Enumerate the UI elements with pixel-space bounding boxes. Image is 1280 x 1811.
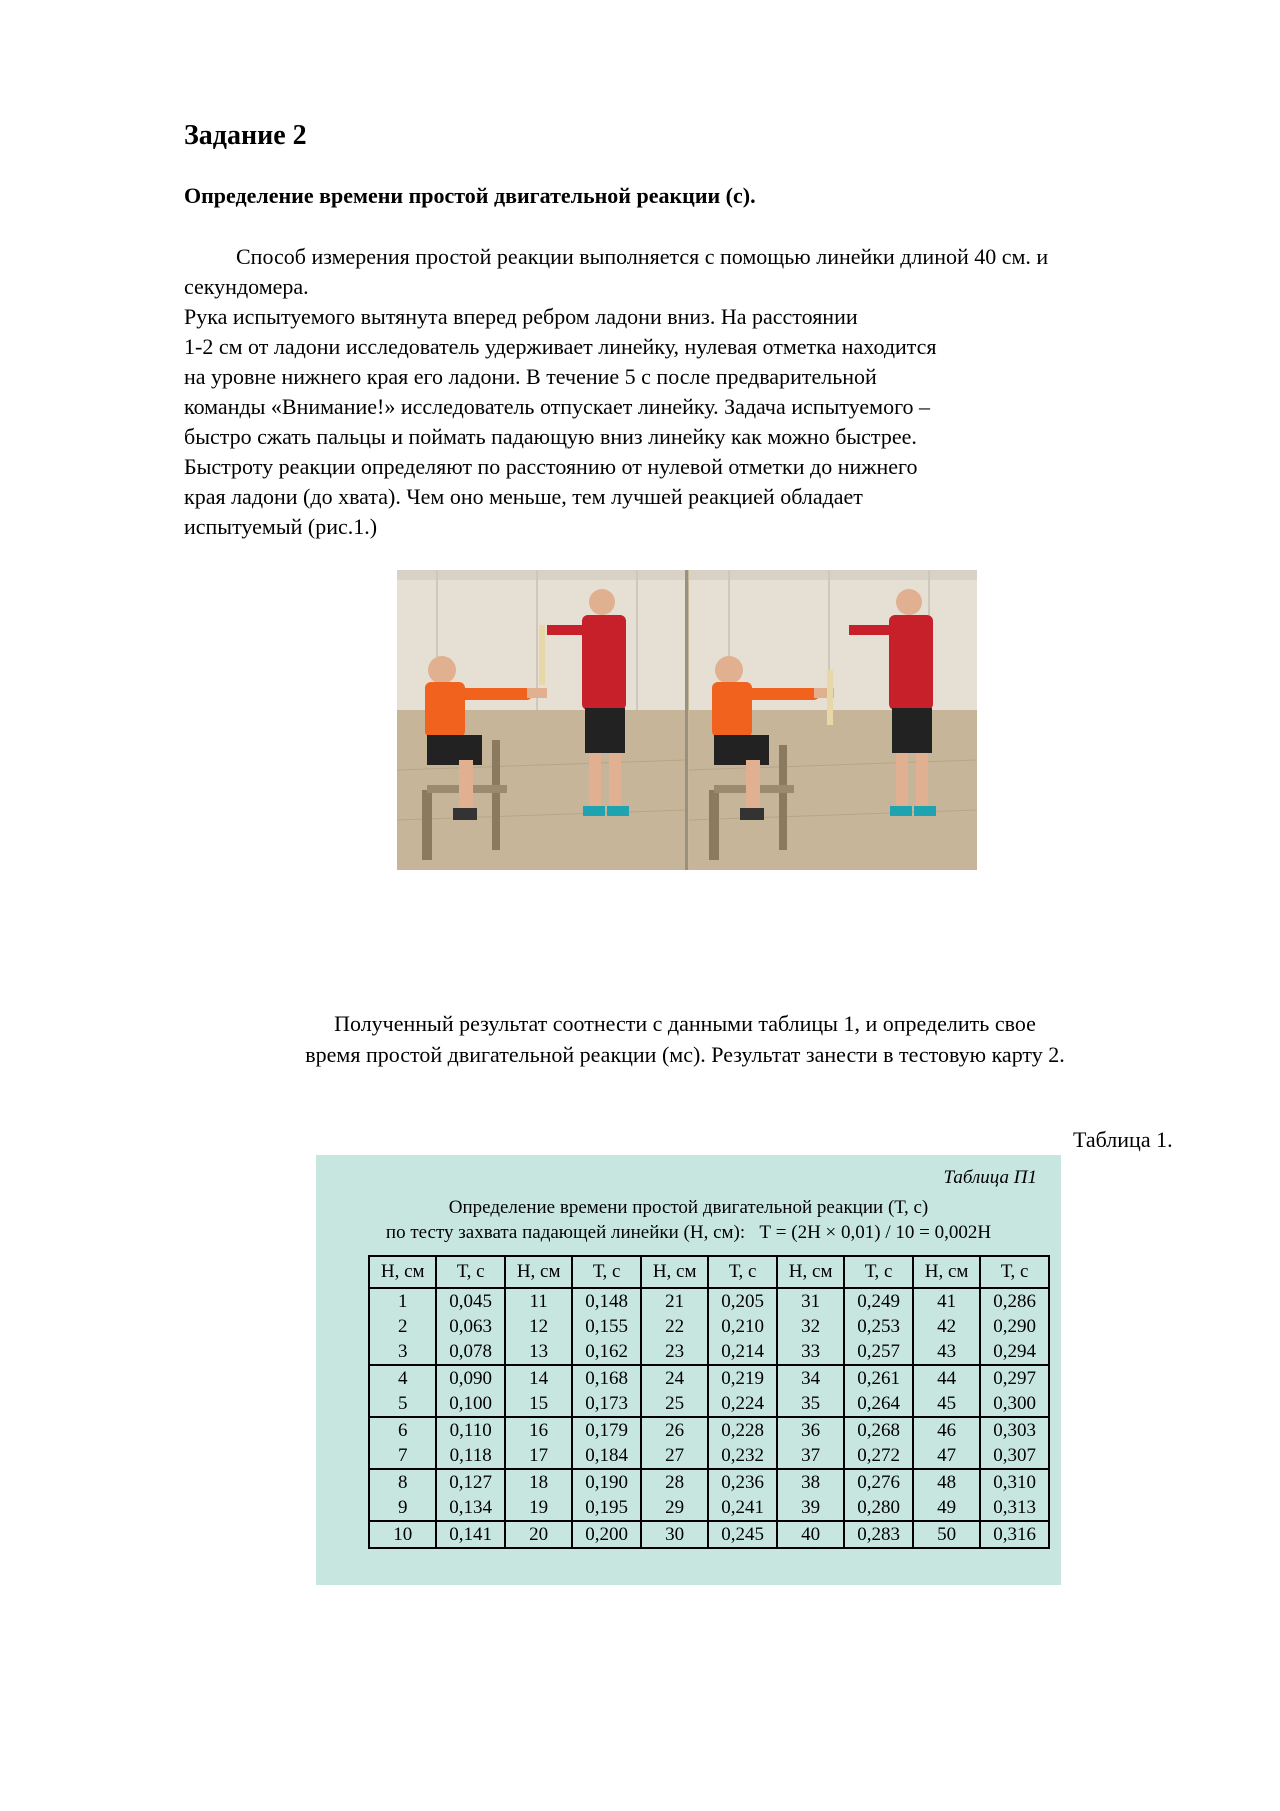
table-cell: 0,210 [708, 1314, 777, 1339]
table-cell: 0,241 [708, 1495, 777, 1521]
table-cell: 4 [369, 1365, 436, 1391]
table-cell: 48 [913, 1469, 980, 1495]
table-cell: 0,272 [844, 1443, 913, 1469]
table-cell: 0,286 [980, 1288, 1049, 1314]
task-heading: Задание 2 [184, 120, 307, 151]
table-cell: 0,264 [844, 1391, 913, 1417]
table-cell: 46 [913, 1417, 980, 1443]
table-cell: 50 [913, 1521, 980, 1548]
table-cell: 29 [641, 1495, 708, 1521]
table-cell: 44 [913, 1365, 980, 1391]
table-formula-left: по тесту захвата падающей линейки (Н, см): [385, 1222, 746, 1243]
table-cell: 12 [505, 1314, 572, 1339]
table-cell: 14 [505, 1365, 572, 1391]
paragraph-line: Рука испытуемого вытянута вперед ребром ладони вниз. На расстоянии [184, 304, 858, 329]
ruler-test-illustration [397, 570, 977, 870]
table-cell: 0,224 [708, 1391, 777, 1417]
table-cell: 0,253 [844, 1314, 913, 1339]
table-cell: 17 [505, 1443, 572, 1469]
table-cell: 0,297 [980, 1365, 1049, 1391]
table-header-cell: Т, с [708, 1256, 777, 1288]
table-cell: 0,078 [436, 1339, 505, 1365]
table-cell: 0,249 [844, 1288, 913, 1314]
table-cell: 0,110 [436, 1417, 505, 1443]
table-cell: 0,268 [844, 1417, 913, 1443]
table-header-row [369, 1256, 1049, 1288]
table-cell: 11 [505, 1288, 572, 1314]
table-cell: 32 [777, 1314, 844, 1339]
table-cell: 22 [641, 1314, 708, 1339]
paragraph-line: секундомера. [184, 274, 309, 299]
table-cell: 2 [369, 1314, 436, 1339]
table-cell: 47 [913, 1443, 980, 1469]
table-header-cell: Т, с [572, 1256, 641, 1288]
paragraph-line: 1-2 см от ладони исследователь удерживает линейку, нулевая отметка находится [184, 334, 937, 359]
table-header-cell: Н, см [777, 1256, 844, 1288]
table-cell: 38 [777, 1469, 844, 1495]
table-cell: 9 [369, 1495, 436, 1521]
table-cell: 6 [369, 1417, 436, 1443]
table-cell: 18 [505, 1469, 572, 1495]
table-cell: 41 [913, 1288, 980, 1314]
table-cell: 15 [505, 1391, 572, 1417]
table-cell: 28 [641, 1469, 708, 1495]
paragraph-line: края ладони (до хвата). Чем оно меньше, тем лучшей реакцией обладает [184, 484, 863, 509]
table-cell: 40 [777, 1521, 844, 1548]
table-formula [316, 1222, 1061, 1244]
photo-panel-right [689, 570, 977, 870]
table-cell: 45 [913, 1391, 980, 1417]
table-cell: 43 [913, 1339, 980, 1365]
table-cell: 0,313 [980, 1495, 1049, 1521]
paragraph-line: на уровне нижнего края его ладони. В течение 5 с после предварительной [184, 364, 877, 389]
table-cell: 30 [641, 1521, 708, 1548]
table-cell: 0,200 [572, 1521, 641, 1548]
table-cell: 0,045 [436, 1288, 505, 1314]
paragraph-line: команды «Внимание!» исследователь отпускает линейку. Задача испытуемого – [184, 394, 931, 419]
paragraph-line: Способ измерения простой реакции выполняется с помощью линейки длиной 40 см. и [236, 244, 1049, 269]
table-cell: 5 [369, 1391, 436, 1417]
table-cell: 0,179 [572, 1417, 641, 1443]
table-cell: 42 [913, 1314, 980, 1339]
table-cell: 0,307 [980, 1443, 1049, 1469]
reaction-table-box [316, 1155, 1061, 1585]
table-cell: 0,214 [708, 1339, 777, 1365]
table-header-cell: Т, с [980, 1256, 1049, 1288]
table-cell: 19 [505, 1495, 572, 1521]
paragraph-line: Быстроту реакции определяют по расстоянию от нулевой отметки до нижнего [184, 454, 918, 479]
table-cell: 33 [777, 1339, 844, 1365]
table-cell: 3 [369, 1339, 436, 1365]
table-cell: 13 [505, 1339, 572, 1365]
table-cell: 7 [369, 1443, 436, 1469]
table-row [369, 1365, 1049, 1391]
table-cell: 0,173 [572, 1391, 641, 1417]
table-cell: 0,294 [980, 1339, 1049, 1365]
reaction-time-table [368, 1255, 1050, 1549]
table-row [369, 1495, 1049, 1521]
instruction-line: Полученный результат соотнести с данными таблицы 1, и определить свое [334, 1011, 1036, 1036]
table-header-cell: Т, с [436, 1256, 505, 1288]
table-cell: 0,245 [708, 1521, 777, 1548]
table-cell: 0,134 [436, 1495, 505, 1521]
table-header-cell: Т, с [844, 1256, 913, 1288]
table-cell: 0,063 [436, 1314, 505, 1339]
table-cell: 0,118 [436, 1443, 505, 1469]
table-cell: 0,168 [572, 1365, 641, 1391]
table-row [369, 1521, 1049, 1548]
table-cell: 0,300 [980, 1391, 1049, 1417]
table-cell: 0,257 [844, 1339, 913, 1365]
table-cell: 37 [777, 1443, 844, 1469]
table-cell: 31 [777, 1288, 844, 1314]
table-header-cell: Н, см [505, 1256, 572, 1288]
table-cell: 0,310 [980, 1469, 1049, 1495]
table-cell: 39 [777, 1495, 844, 1521]
table-row [369, 1314, 1049, 1339]
table-cell: 0,184 [572, 1443, 641, 1469]
table-cell: 0,100 [436, 1391, 505, 1417]
figure-photo [397, 570, 977, 870]
table-cell: 23 [641, 1339, 708, 1365]
table-cell: 0,283 [844, 1521, 913, 1548]
table-cell: 0,290 [980, 1314, 1049, 1339]
table-cell: 24 [641, 1365, 708, 1391]
table-cell: 0,195 [572, 1495, 641, 1521]
table-cell: 0,232 [708, 1443, 777, 1469]
table-cell: 0,316 [980, 1521, 1049, 1548]
table-cell: 21 [641, 1288, 708, 1314]
table-cell: 0,162 [572, 1339, 641, 1365]
table-cell: 49 [913, 1495, 980, 1521]
table-row [369, 1469, 1049, 1495]
table-cell: 34 [777, 1365, 844, 1391]
paragraph-line: быстро сжать пальцы и поймать падающую вниз линейку как можно быстрее. [184, 424, 917, 449]
table-row [369, 1417, 1049, 1443]
table-cell: 0,236 [708, 1469, 777, 1495]
table-cell: 36 [777, 1417, 844, 1443]
table-cell: 0,276 [844, 1469, 913, 1495]
table-header-cell: Н, см [913, 1256, 980, 1288]
table-cell: 0,261 [844, 1365, 913, 1391]
table-row [369, 1339, 1049, 1365]
method-paragraph [184, 242, 1224, 542]
table-header-cell: Н, см [369, 1256, 436, 1288]
table-row [369, 1288, 1049, 1314]
table-cell: 20 [505, 1521, 572, 1548]
table-cell: 0,141 [436, 1521, 505, 1548]
instruction-line: время простой двигательной реакции (мс). Результат занести в тестовую карту 2. [305, 1042, 1065, 1067]
table-cell: 0,148 [572, 1288, 641, 1314]
table-cell: 0,205 [708, 1288, 777, 1314]
table-formula-right: Т = (2Н × 0,01) / 10 = 0,002Н [759, 1222, 992, 1243]
table-caption: Таблица 1. [1073, 1127, 1173, 1152]
table-cell: 8 [369, 1469, 436, 1495]
table-row [369, 1443, 1049, 1469]
table-cell: 10 [369, 1521, 436, 1548]
table-cell: 0,090 [436, 1365, 505, 1391]
table-header-cell: Н, см [641, 1256, 708, 1288]
table-cell: 0,127 [436, 1469, 505, 1495]
task-subtitle: Определение времени простой двигательной реакции (с). [184, 183, 756, 208]
instruction-text [0, 1008, 1280, 1070]
table-cell: 0,190 [572, 1469, 641, 1495]
table-label: Таблица П1 [943, 1167, 1037, 1188]
table-cell: 1 [369, 1288, 436, 1314]
table-cell: 27 [641, 1443, 708, 1469]
table-cell: 0,219 [708, 1365, 777, 1391]
table-cell: 35 [777, 1391, 844, 1417]
paragraph-line: испытуемый (рис.1.) [184, 514, 378, 539]
table-cell: 0,228 [708, 1417, 777, 1443]
table-cell: 16 [505, 1417, 572, 1443]
table-row [369, 1391, 1049, 1417]
photo-panel-left [397, 570, 685, 870]
table-cell: 25 [641, 1391, 708, 1417]
table-cell: 0,155 [572, 1314, 641, 1339]
table-cell: 0,303 [980, 1417, 1049, 1443]
table-cell: 0,280 [844, 1495, 913, 1521]
table-cell: 26 [641, 1417, 708, 1443]
table-title: Определение времени простой двигательной реакции (Т, с) [448, 1197, 929, 1218]
